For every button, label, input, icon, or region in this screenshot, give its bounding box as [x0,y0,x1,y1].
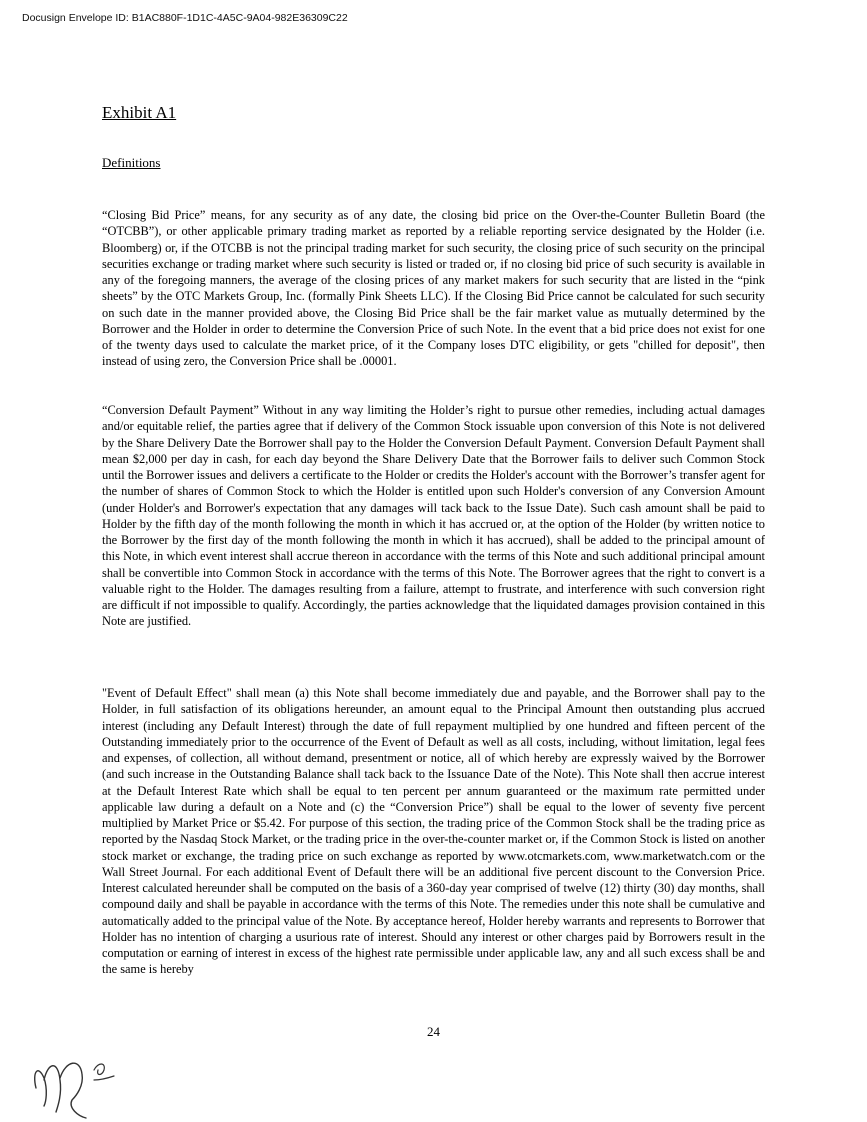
definition-closing-bid-price: “Closing Bid Price” means, for any security as of any date, the closing bid price on the Over-the-Counter Bulletin Board (the “OTCBB”), or other applicable primary trading market as reported by a reliable reporting service designated by the Holder (i.e. Bloomberg) or, if the OTCBB is not the principal trading market for such security, the closing price of such security on the principal securities exchange or trading market where such security is listed or traded or, if no closing bid price of such security is available in any of the foregoing manners, the average of the closing prices of any market makers for such security that are listed in the “pink sheets” by the OTC Markets Group, Inc. (formally Pink Sheets LLC). If the Closing Bid Price cannot be calculated for such security on such date in the manner provided above, the Closing Bid Price shall be the fair market value as mutually determined by the Borrower and the Holder in order to determine the Conversion Price of such Note. In the event that a bid price does not exist for one of the twenty days used to calculate the market price, of it the Company loses DTC eligibility, or gets "chilled for deposit", then instead of using zero, the Conversion Price shall be .00001. [102,208,765,369]
docusign-envelope-id: Docusign Envelope ID: B1AC880F-1D1C-4A5C-9A04-982E36309C22 [22,12,348,24]
exhibit-title: Exhibit A1 [102,103,177,122]
definitions-heading: Definitions [102,155,161,170]
page-number: 24 [427,1024,440,1039]
definition-event-of-default-effect: "Event of Default Effect" shall mean (a) this Note shall become immediately due and payable, and the Borrower shall pay to the Holder, in full satisfaction of its obligations hereunder, an amount equal to the Principal Amount then outstanding plus accrued interest (including any Default Interest) through the date of full repayment multiplied by one hundred and fifteen percent of the Outstanding immediately prior to the occurrence of the Event of Default as well as all costs, including, without limitation, legal fees and expenses, of collection, all without demand, presentment or notice, all of which hereby are expressly waived by the Borrower (and such increase in the Outstanding Balance shall tack back to the Issuance Date of the Note). This Note shall then accrue interest at the Default Interest Rate which shall be equal to ten percent per annum guaranteed or the maximum rate permitted under applicable law during a default on a Note and (c) the “Conversion Price”) shall be equal to the lower of seventy five percent multiplied by Market Price or $5.42. For purpose of this section, the trading price of the Common Stock shall be the trading price as reported by the Nasdaq Stock Market, or the trading price in the over-the-counter market or, if the Common Stock is listed on another stock market or exchange, the trading price on such exchange as reported by www.otcmarkets.com, www.marketwatch.com or the Wall Street Journal. For each additional Event of Default there will be an additional five percent discount to the Conversion Price. Interest calculated hereunder shall be computed on the basis of a 360-day year comprised of twelve (12) thirty (30) day months, shall compound daily and shall be payable in accordance with the terms of this Note. The remedies under this note shall be cumulative and automatically added to the principal value of the Note. By acceptance hereof, Holder hereby warrants and represents to Borrower that Holder has no intention of charging a usurious rate of interest. Should any interest or other charges paid by Borrowers result in the computation or earning of interest in excess of the highest rate permissible under applicable law, any and all such excess shall be and the same is hereby [102,686,765,977]
signature-initials-icon [28,1040,138,1120]
definition-conversion-default-payment: “Conversion Default Payment” Without in any way limiting the Holder’s right to pursue other remedies, including actual damages and/or equitable relief, the parties agree that if delivery of the Common Stock issuable upon conversion of this Note is not delivered by the Share Delivery Date the Borrower shall pay to the Holder the Conversion Default Payment. Conversion Default Payment shall mean $2,000 per day in cash, for each day beyond the Share Delivery Date that the Borrower fails to deliver such Common Stock until the Borrower issues and delivers a certificate to the Holder or credits the Holder's account with the Borrower’s transfer agent for the number of shares of Common Stock to which the Holder is entitled upon such Holder's conversion of any Conversion Amount (under Holder's and Borrower's expectation that any damages will tack back to the Issue Date). Such cash amount shall be paid to Holder by the fifth day of the month following the month in which it has accrued or, at the option of the Holder (by written notice to the Borrower by the first day of the month following the month in which it has accrued), shall be added to the principal amount of this Note, in which event interest shall accrue thereon in accordance with the terms of this Note and such additional principal amount shall be convertible into Common Stock in accordance with the terms of this Note. The Borrower agrees that the right to convert is a valuable right to the Holder. The damages resulting from a failure, attempt to frustrate, and interference with such conversion right are difficult if not impossible to qualify. Accordingly, the parties acknowledge that the liquidated damages provision contained in this Note are justified. [102,403,765,629]
